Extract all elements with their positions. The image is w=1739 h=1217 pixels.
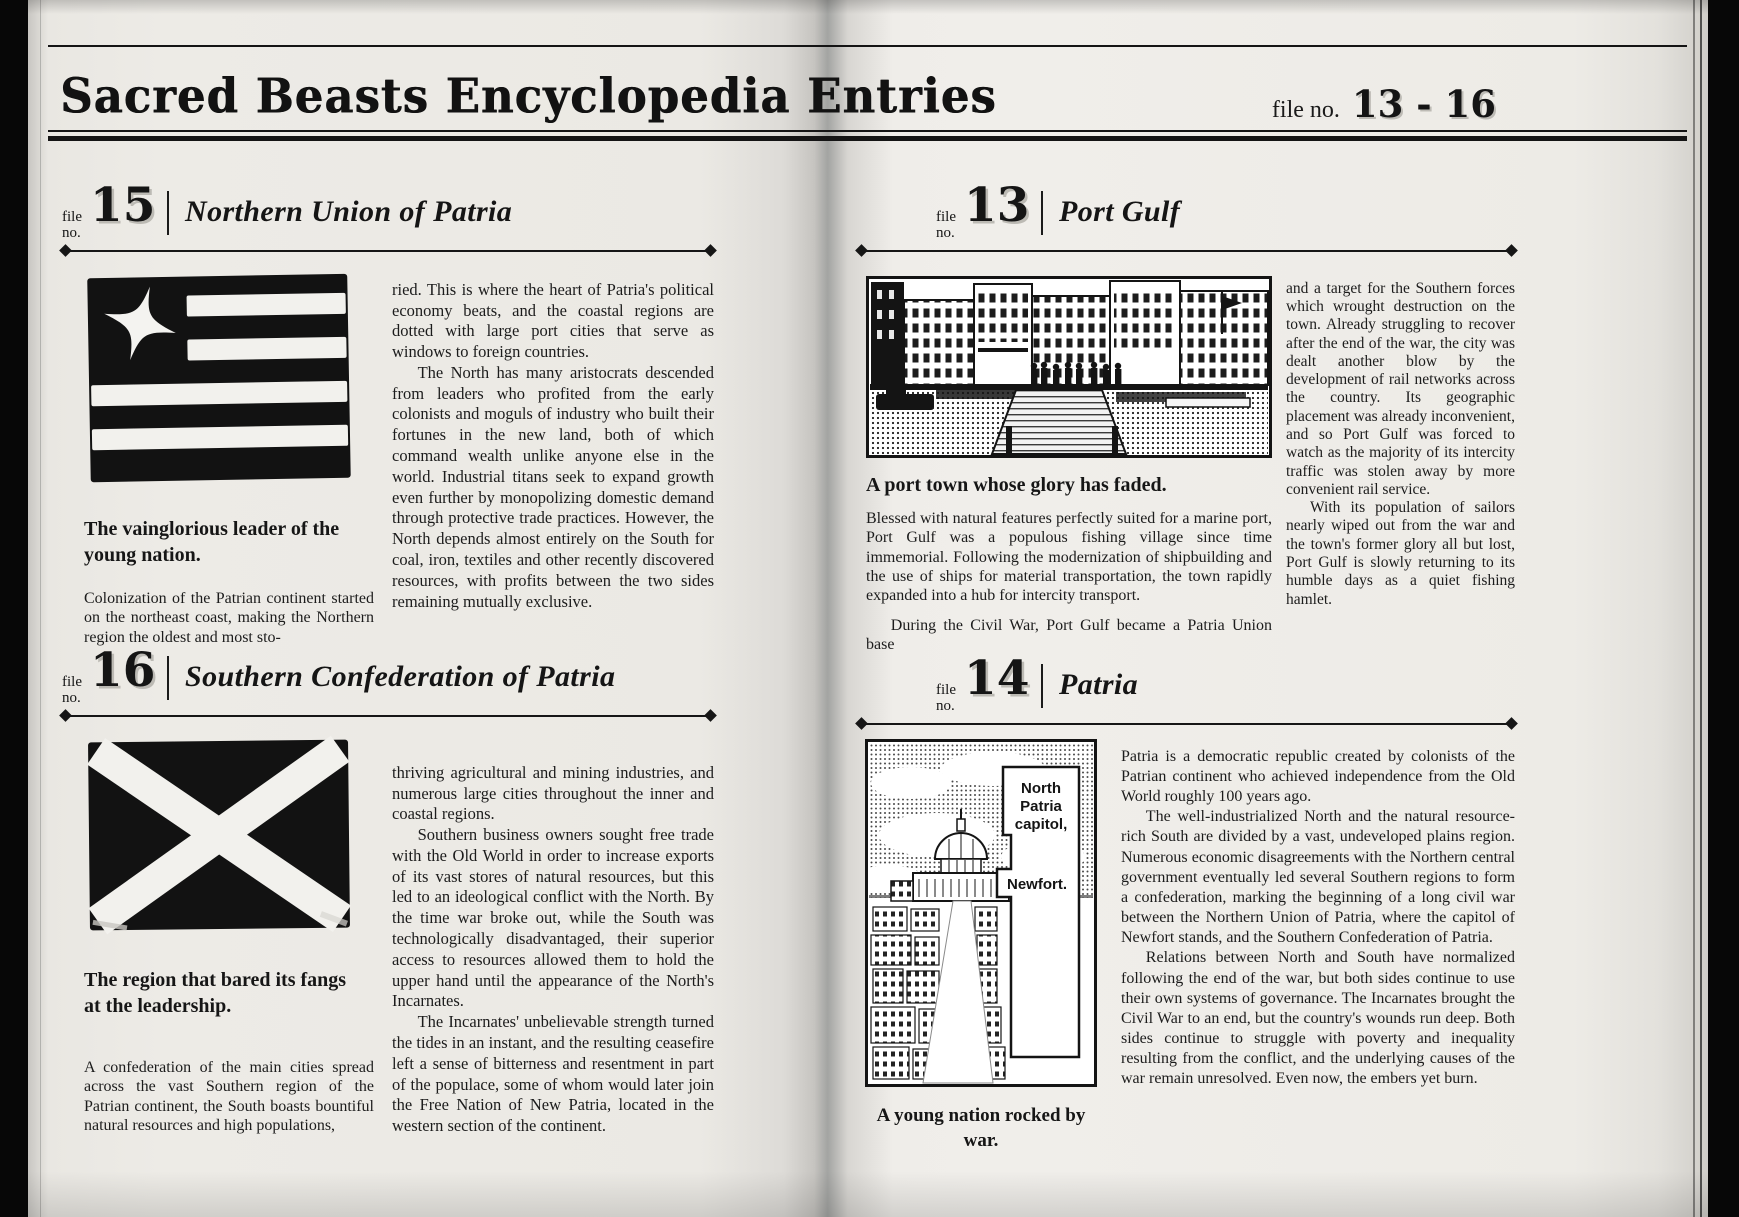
- entry-13-text-right-p2: With its population of sailors nearly wiped out from the war and the town's former glory all but lost, Port Gulf is slowly returning to its humble days as a quiet fishing hamlet.: [1286, 499, 1515, 608]
- file-word: file: [936, 209, 956, 225]
- entry-13-caption: A port town whose glory has faded.: [866, 473, 1167, 496]
- entry-16-header: [62, 643, 714, 707]
- diamond-ornament: [59, 709, 72, 722]
- southern-flag-illustration: [84, 735, 356, 935]
- header-divider: [1041, 664, 1043, 708]
- entry-15-caption: The vainglorious leader of the young nation.: [84, 517, 340, 567]
- entry-16-text-col2-p2: Southern business owners sought free trade with the Old World in order to increase exports of its vast stores of natural resources, but this led to an ideological conflict with the North. By the time war broke out, while the South was technologically disadvantaged, their superior access to resources allowed them to hold the upper hand until the appearance of the North's Incarnates.: [392, 825, 714, 1011]
- entry-14-rule: [858, 723, 1515, 725]
- file-word: file: [62, 674, 82, 690]
- entry-15-title: Northern Union of Patria: [185, 195, 513, 228]
- entry-13-text-right-p1: and a target for the Southern forces which wrought destruction on the town. Already struggling to recover after the end of the war, the city was dealt another blow by the development of rail networks across the country. Its geographic placement was already inconvenient, and so Port Gulf was forced to watch as the majority of its intercity traffic was stolen away by more convenient rail service.: [1286, 279, 1515, 498]
- file-range-value: 13 - 16: [1351, 82, 1496, 126]
- entry-14-right-column: [1121, 739, 1515, 1153]
- entry-16-number: 16: [90, 643, 156, 698]
- entry-15-header: [62, 178, 714, 242]
- entry-13-title: Port Gulf: [1059, 195, 1181, 228]
- entry-15: [62, 178, 714, 647]
- entry-14: [858, 650, 1515, 1153]
- header-divider: [1041, 191, 1043, 235]
- entry-13-number: 13: [964, 178, 1030, 233]
- entry-13-right-column: [1286, 276, 1515, 655]
- entry-14-left-column: [858, 739, 1097, 1153]
- file-no-stack: [62, 210, 82, 242]
- entry-15-text-col2-p1: ried. This is where the heart of Patria's political economy beats, and the coastal regions are dotted with large port cities that serve as windows to foreign countries.: [392, 279, 714, 362]
- map-label-capitol-line3: capitol,: [1014, 815, 1068, 833]
- entry-16-text-col2-p1: thriving agricultural and mining industries, and numerous large cities throughout the inner and coastal regions.: [392, 762, 714, 824]
- northern-flag-illustration: [84, 268, 356, 490]
- header-divider: [167, 656, 169, 700]
- entry-13-left-column: [858, 276, 1272, 655]
- entry-16-left-column: [62, 727, 374, 1137]
- header-divider: [167, 191, 169, 235]
- file-word: file: [62, 209, 82, 225]
- diamond-ornament: [59, 244, 72, 257]
- entry-13-text-left-p1: Blessed with natural features perfectly suited for a marine port, Port Gulf was a populous fishing village since time immemorial. Following the modernization of shipbuilding and the use of ships for material transportation, the town rapidly expanded into a hub for intercity transport.: [866, 510, 1272, 604]
- page-title: Sacred Beasts Encyclopedia Entries: [60, 68, 997, 125]
- entry-14-text-p3: Relations between North and South have normalized following the end of the war, but both sides continue to use their own systems of governance. The Incarnates brought the Civil War to an end, but the country's wounds run deep. Both sides continue to struggle with poverty and inequality resulting from the conflict, and the underlying causes of the war remain unresolved. Even now, the embers yet burn.: [1121, 949, 1515, 1088]
- entry-14-text-p1: Patria is a democratic republic created by colonists of the Patrian continent who achieved independence from the Old World roughly 100 years ago.: [1121, 747, 1515, 806]
- entry-13-rule: [858, 250, 1515, 252]
- file-no-stack: [936, 683, 956, 715]
- entry-14-title: Patria: [1059, 668, 1139, 701]
- file-no-stack: [936, 210, 956, 242]
- file-range: [1272, 82, 1496, 126]
- entry-16-right-column: [392, 727, 714, 1137]
- crowd-silhouettes: [1031, 362, 1122, 388]
- diamond-ornament: [855, 717, 868, 730]
- file-range-label: file no.: [1271, 97, 1340, 123]
- port-gulf-illustration: [866, 276, 1272, 458]
- map-label-capitol-line1: North: [1021, 779, 1061, 797]
- no-word: no.: [936, 697, 955, 714]
- entry-13: [858, 178, 1515, 654]
- entry-16-title: Southern Confederation of Patria: [185, 660, 616, 693]
- no-word: no.: [62, 224, 81, 241]
- header-bottom-rule-thick: [48, 136, 1687, 141]
- entry-14-number: 14: [964, 651, 1030, 706]
- entry-14-text-p2: The well-industrialized North and the natural resource-rich South are divided by a vast, undeveloped plains region. Numerous economic disagreements with the Northern central government eventually led several Southern regions to form a confederation, marking the beginning of a long civil war between the Northern Union of Patria, where the capitol of Newfort stands, and the Southern Confederation of Patria.: [1121, 808, 1515, 947]
- entry-15-right-column: [392, 268, 714, 647]
- no-word: no.: [936, 224, 955, 241]
- entry-16-rule: [62, 715, 714, 717]
- entry-16: [62, 643, 714, 1137]
- map-label-newfort: Newfort.: [1007, 875, 1067, 893]
- entry-16-caption: The region that bared its fangs at the leadership.: [84, 968, 347, 1018]
- file-no-stack: [62, 675, 82, 707]
- file-word: file: [936, 682, 956, 698]
- entry-16-text-col1: A confederation of the main cities spread across the vast Southern region of the Patrian continent, the South boasts bountiful natural resources and high populations,: [84, 1058, 374, 1135]
- map-label-capitol-line2: Patria: [1020, 797, 1062, 815]
- entry-14-caption: A young nation rocked by war.: [876, 1104, 1086, 1151]
- entry-15-text-col2-p2: The North has many aristocrats descended from leaders who profited from the early colonists and moguls of industry who built their fortunes in the new land, both of which command wealth unlike anyone else in the world. Industrial titans seek to expand growth even further by monopolizing domestic demand through protective trade practices. However, the North depends almost entirely on the South for coal, iron, textiles and other recently discovered resources, with profits between the two sides remaining mutually exclusive.: [392, 362, 714, 611]
- no-word: no.: [62, 689, 81, 706]
- entry-15-left-column: [62, 268, 374, 647]
- diamond-ornament: [855, 244, 868, 257]
- entry-13-text-left-p2: During the Civil War, Port Gulf became a Patria Union base: [866, 617, 1272, 654]
- entry-14-header: [858, 651, 1515, 715]
- entry-15-text-col1: Colonization of the Patrian continent started on the northeast coast, making the Northern region the oldest and most sto-: [84, 589, 374, 646]
- header-bottom-rule-thin: [48, 130, 1687, 132]
- entry-15-number: 15: [90, 178, 156, 233]
- patria-capitol-illustration: [865, 739, 1097, 1087]
- entry-16-text-col2-p3: The Incarnates' unbelievable strength turned the tides in an instant, and the resulting ceasefire left a sense of bitterness and resentment in part of the populace, some of whom would later join the Free Nation of New Patria, located in the western section of the continent.: [392, 1012, 714, 1136]
- header-top-rule: [48, 45, 1687, 47]
- page-right-edge: [1693, 0, 1702, 1217]
- entry-13-header: [858, 178, 1515, 242]
- page-left-edge: [40, 0, 41, 1217]
- entry-15-rule: [62, 250, 714, 252]
